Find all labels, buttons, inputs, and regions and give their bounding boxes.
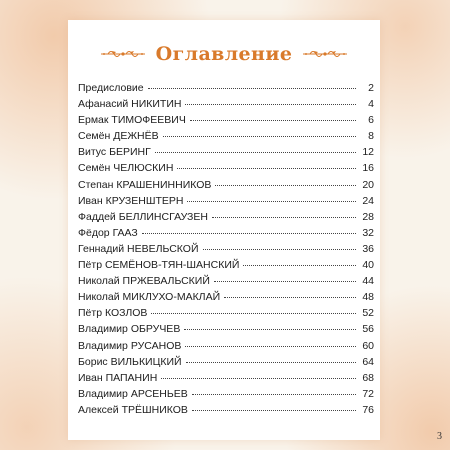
toc-entry[interactable]: [78, 98, 374, 114]
toc-surname: СЕМЁНОВ-ТЯН-ШАНСКИЙ: [104, 259, 240, 272]
dot-leader: [243, 265, 356, 266]
toc-entry[interactable]: [78, 162, 374, 178]
toc-page-number: 72: [362, 387, 374, 400]
floral-ornament-icon: [100, 48, 146, 60]
toc-surname: ПРЖЕВАЛЬСКИЙ: [122, 275, 210, 288]
toc-surname: КРУЗЕНШТЕРН: [105, 194, 184, 207]
toc-surname: ПАПАНИН: [105, 371, 158, 384]
toc-header: [68, 34, 380, 74]
dot-leader: [161, 378, 356, 379]
dot-leader: [163, 136, 356, 137]
page-number: 3: [437, 431, 442, 442]
toc-first-name: Владимир: [78, 323, 128, 336]
toc-surname: НИКИТИН: [131, 98, 182, 111]
toc-page-number: 64: [362, 355, 374, 368]
toc-first-name: Семён: [78, 162, 111, 175]
toc-first-name: Фёдор: [78, 226, 110, 239]
floral-ornament-icon: [302, 48, 348, 60]
toc-first-name: Николай: [78, 275, 120, 288]
toc-page-number: 52: [362, 307, 374, 320]
toc-page-number: 56: [362, 323, 374, 336]
dot-leader: [177, 168, 356, 169]
toc-surname: АРСЕНЬЕВ: [130, 387, 188, 400]
dot-leader: [192, 410, 356, 411]
toc-first-name: Николай: [78, 291, 120, 304]
toc-page-number: 68: [362, 371, 374, 384]
toc-entry[interactable]: [78, 179, 374, 195]
toc-first-name: Иван: [78, 371, 103, 384]
toc-page-number: 32: [362, 226, 374, 239]
toc-page-number: 16: [362, 162, 374, 175]
toc-page-number: 76: [362, 403, 374, 416]
toc-surname: ТРЁШНИКОВ: [121, 403, 188, 416]
toc-entry[interactable]: [78, 291, 374, 307]
toc-surname: БЕРИНГ: [109, 146, 151, 159]
toc-entry[interactable]: [78, 146, 374, 162]
toc-first-name: Витус: [78, 146, 107, 159]
toc-entry[interactable]: [78, 275, 374, 291]
toc-entry[interactable]: [78, 114, 374, 130]
toc-page-number: 60: [362, 339, 374, 352]
toc-entry[interactable]: [78, 372, 374, 388]
toc-entry[interactable]: [78, 211, 374, 227]
toc-entry[interactable]: [78, 195, 374, 211]
toc-first-name: Пётр: [78, 307, 103, 320]
toc-entry[interactable]: [78, 82, 374, 98]
toc-entry[interactable]: [78, 227, 374, 243]
toc-first-name: Семён: [78, 130, 111, 143]
toc-surname: КОЗЛОВ: [104, 307, 148, 320]
toc-surname: КРАШЕНИННИКОВ: [116, 178, 212, 191]
dot-leader: [186, 362, 356, 363]
page-title: Оглавление: [155, 43, 293, 65]
dot-leader: [155, 152, 356, 153]
dot-leader: [215, 185, 356, 186]
toc-surname: БЕЛЛИНСГАУЗЕН: [118, 210, 208, 223]
toc-first-name: Пётр: [78, 259, 103, 272]
dot-leader: [185, 346, 356, 347]
toc-page-number: 4: [368, 98, 374, 111]
toc-entry[interactable]: [78, 259, 374, 275]
content-panel: [68, 20, 380, 440]
toc-entry[interactable]: [78, 404, 374, 420]
toc-first-name: Владимир: [78, 339, 128, 352]
toc-surname: ГААЗ: [112, 226, 138, 239]
dot-leader: [187, 201, 356, 202]
toc-entry[interactable]: [78, 243, 374, 259]
toc-first-name: Геннадий: [78, 242, 125, 255]
toc-first-name: Предисловие: [78, 82, 144, 94]
dot-leader: [190, 120, 356, 121]
toc-first-name: Борис: [78, 355, 108, 368]
toc-entry[interactable]: [78, 307, 374, 323]
toc-page-number: 2: [368, 82, 374, 94]
toc-entry[interactable]: [78, 323, 374, 339]
toc-surname: ТИМОФЕЕВИЧ: [111, 114, 186, 127]
toc-first-name: Алексей: [78, 403, 119, 416]
toc-entry[interactable]: [78, 388, 374, 404]
dot-leader: [203, 249, 357, 250]
dot-leader: [148, 88, 356, 89]
dot-leader: [185, 104, 356, 105]
toc-surname: ВИЛЬКИЦКИЙ: [110, 355, 182, 368]
table-of-contents: [78, 82, 374, 420]
dot-leader: [224, 297, 356, 298]
toc-first-name: Владимир: [78, 387, 128, 400]
toc-surname: ОБРУЧЕВ: [130, 323, 181, 336]
toc-page-number: 28: [362, 210, 374, 223]
toc-page-number: 36: [362, 242, 374, 255]
toc-page-number: 12: [362, 146, 374, 159]
toc-surname: МИКЛУХО-МАКЛАЙ: [122, 291, 221, 304]
toc-first-name: Ермак: [78, 114, 109, 127]
toc-page-number: 44: [362, 275, 374, 288]
toc-entry[interactable]: [78, 356, 374, 372]
dot-leader: [151, 313, 356, 314]
toc-first-name: Степан: [78, 178, 114, 191]
toc-entry[interactable]: [78, 130, 374, 146]
toc-page-number: 40: [362, 259, 374, 272]
toc-page-number: 20: [362, 178, 374, 191]
dot-leader: [142, 233, 356, 234]
toc-surname: ДЕЖНЁВ: [113, 130, 159, 143]
toc-page-number: 24: [362, 194, 374, 207]
toc-first-name: Фаддей: [78, 210, 116, 223]
dot-leader: [214, 281, 356, 282]
toc-page-number: 8: [368, 130, 374, 143]
toc-surname: НЕВЕЛЬСКОЙ: [127, 242, 199, 255]
toc-entry[interactable]: [78, 340, 374, 356]
toc-surname: РУСАНОВ: [130, 339, 182, 352]
toc-first-name: Афанасий: [78, 98, 129, 111]
toc-page-number: 48: [362, 291, 374, 304]
dot-leader: [192, 394, 356, 395]
dot-leader: [212, 217, 356, 218]
toc-surname: ЧЕЛЮСКИН: [113, 162, 174, 175]
dot-leader: [184, 329, 356, 330]
toc-page-number: 6: [368, 114, 374, 127]
toc-first-name: Иван: [78, 194, 103, 207]
